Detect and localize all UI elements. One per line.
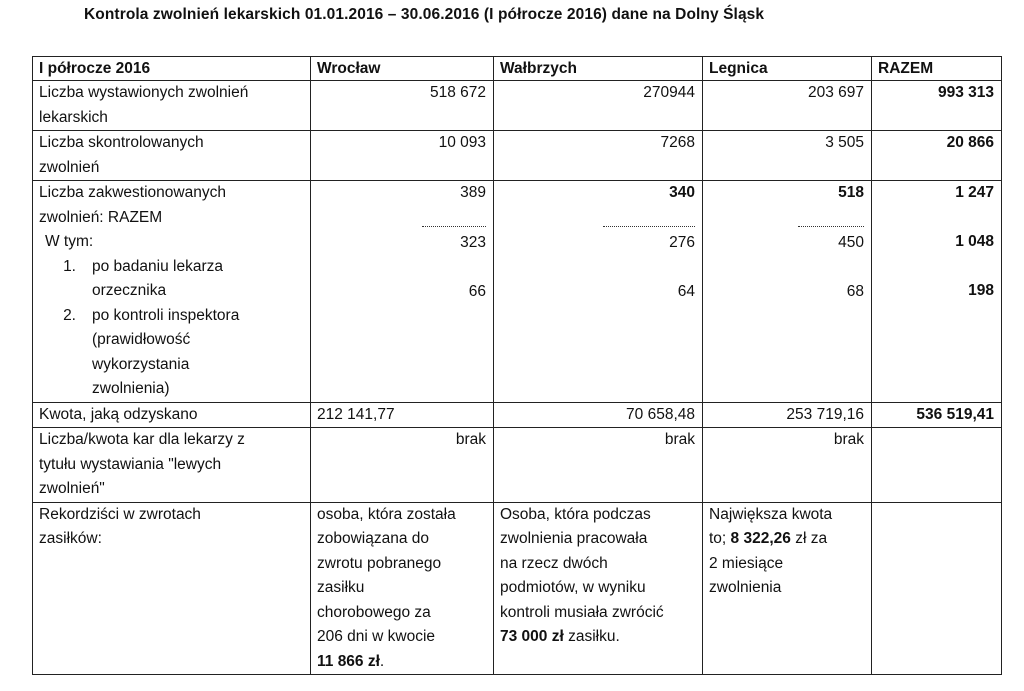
record-amount: 8 322,26 <box>730 530 791 547</box>
record-text-line: podmiotów, w wyniku <box>500 579 646 596</box>
cell-wroclaw <box>311 181 494 403</box>
cell-total <box>872 428 1002 503</box>
record-text-line: zwrotu pobranego <box>317 554 442 572</box>
record-text-line: zobowiązana do <box>317 530 430 547</box>
dotted-separator <box>798 206 864 228</box>
value-sub2: 68 <box>846 283 864 300</box>
record-text-tail: zasiłku. <box>563 628 620 645</box>
sub-item-label-line: (prawidłowość <box>92 331 191 348</box>
record-text-line: zwolnienia <box>709 579 782 596</box>
cell-total: 20 866 <box>872 131 1002 181</box>
row-label-line: Liczba/kwota kar dla lekarzy z <box>39 431 245 448</box>
sub-item-label-line: zwolnienia) <box>92 380 170 397</box>
record-text-line <box>317 650 486 675</box>
record-text-line <box>500 625 695 650</box>
cell-walbrzych: 7268 <box>494 131 703 181</box>
header-wroclaw: Wrocław <box>311 57 494 81</box>
record-text-line: 2 miesiące <box>709 554 784 572</box>
cell-walbrzych <box>494 181 703 403</box>
row-label-line: Liczba wystawionych zwolnień <box>39 84 249 101</box>
value-sub1: 450 <box>838 234 864 251</box>
row-label <box>33 81 311 131</box>
row-label <box>33 502 311 675</box>
cell-walbrzych <box>494 502 703 675</box>
value-questioned: 389 <box>460 184 486 201</box>
value-sub1: 1 048 <box>955 233 994 250</box>
row-label-line: W tym: <box>45 233 94 250</box>
table-row-penalties <box>33 428 1002 503</box>
row-label-line: Liczba skontrolowanych <box>39 134 204 151</box>
record-text-line: kontroli musiała zwrócić <box>500 603 664 621</box>
cell-wroclaw: 10 093 <box>311 131 494 181</box>
table-row-questioned <box>33 181 1002 403</box>
value-sub2: 64 <box>677 283 695 300</box>
row-label-line: Rekordziści w zwrotach <box>39 505 201 523</box>
table-row-checked <box>33 131 1002 181</box>
sub-item-index: 2. <box>63 306 76 324</box>
record-text-line: chorobowego za <box>317 603 431 621</box>
record-text-line: Największa kwota <box>709 505 833 523</box>
record-text-line: 206 dni w kwocie <box>317 628 436 645</box>
header-row <box>33 57 1002 81</box>
cell-total: 536 519,41 <box>872 402 1002 428</box>
table-row-issued <box>33 81 1002 131</box>
sick-leave-control-table <box>32 56 1002 675</box>
row-label-line: Liczba zakwestionowanych <box>39 184 226 201</box>
value-sub1: 323 <box>460 234 486 251</box>
cell-walbrzych: brak <box>494 428 703 503</box>
header-walbrzych: Wałbrzych <box>494 57 703 81</box>
cell-legnica: 253 719,16 <box>703 402 872 428</box>
row-label <box>33 181 311 403</box>
sub-item-inspector-check <box>39 304 303 402</box>
header-period: I półrocze 2016 <box>33 57 311 81</box>
record-text-line: osoba, która została <box>317 505 456 523</box>
cell-walbrzych: 270944 <box>494 81 703 131</box>
dotted-separator <box>603 206 695 228</box>
sub-item-label-line: wykorzystania <box>92 355 190 373</box>
cell-total <box>872 181 1002 403</box>
record-text-tail: . <box>379 652 385 670</box>
header-legnica: Legnica <box>703 57 872 81</box>
cell-wroclaw: 518 672 <box>311 81 494 131</box>
record-text-line: Osoba, która podczas <box>500 505 651 523</box>
value-sub1: 276 <box>669 234 695 251</box>
record-amount: 11 866 zł <box>317 652 380 670</box>
row-label: Kwota, jaką odzyskano <box>33 402 311 428</box>
row-label <box>33 428 311 503</box>
table-row-records <box>33 502 1002 675</box>
record-amount: 73 000 zł <box>500 628 564 645</box>
sub-item-label-line: po badaniu lekarza <box>92 257 223 275</box>
cell-wroclaw <box>311 502 494 675</box>
row-label-line: lekarskich <box>39 108 108 126</box>
document-title: Kontrola zwolnień lekarskich 01.01.2016 – 30.06.2016 (I półrocze 2016) dane na Dolny Śląsk <box>84 6 765 23</box>
value-sub2: 198 <box>968 282 994 299</box>
row-label <box>33 131 311 181</box>
record-text-head: to; <box>709 530 731 547</box>
dotted-separator <box>422 206 486 228</box>
cell-wroclaw: brak <box>311 428 494 503</box>
record-text-line <box>709 527 864 552</box>
cell-legnica: 203 697 <box>703 81 872 131</box>
value-sub2: 66 <box>468 283 486 300</box>
value-questioned: 1 247 <box>955 184 994 201</box>
row-label-line: zwolnień: RAZEM <box>39 208 163 226</box>
cell-legnica: 3 505 <box>703 131 872 181</box>
header-total: RAZEM <box>872 57 1002 81</box>
cell-walbrzych: 70 658,48 <box>494 402 703 428</box>
cell-legnica <box>703 181 872 403</box>
cell-total <box>872 502 1002 675</box>
row-label-line: tytułu wystawiania "lewych <box>39 455 222 473</box>
row-label-line: zwolnień <box>39 158 100 176</box>
sub-item-index: 1. <box>63 257 76 275</box>
cell-legnica: brak <box>703 428 872 503</box>
cell-total: 993 313 <box>872 81 1002 131</box>
sub-item-label-line: orzecznika <box>92 282 167 299</box>
record-text-tail: zł za <box>790 530 828 547</box>
record-text-line: na rzecz dwóch <box>500 554 608 572</box>
table-row-recovered <box>33 402 1002 428</box>
record-text-line: zasiłku <box>317 579 365 596</box>
record-text-line: zwolnienia pracowała <box>500 530 648 547</box>
cell-wroclaw: 212 141,77 <box>311 402 494 428</box>
sub-item-medical-exam <box>39 255 303 304</box>
cell-legnica <box>703 502 872 675</box>
row-label-line: zasiłków: <box>39 530 102 547</box>
row-label-line: zwolnień" <box>39 480 105 497</box>
sub-item-label-line: po kontroli inspektora <box>92 306 240 324</box>
value-questioned: 518 <box>838 184 864 201</box>
value-questioned: 340 <box>669 184 695 201</box>
